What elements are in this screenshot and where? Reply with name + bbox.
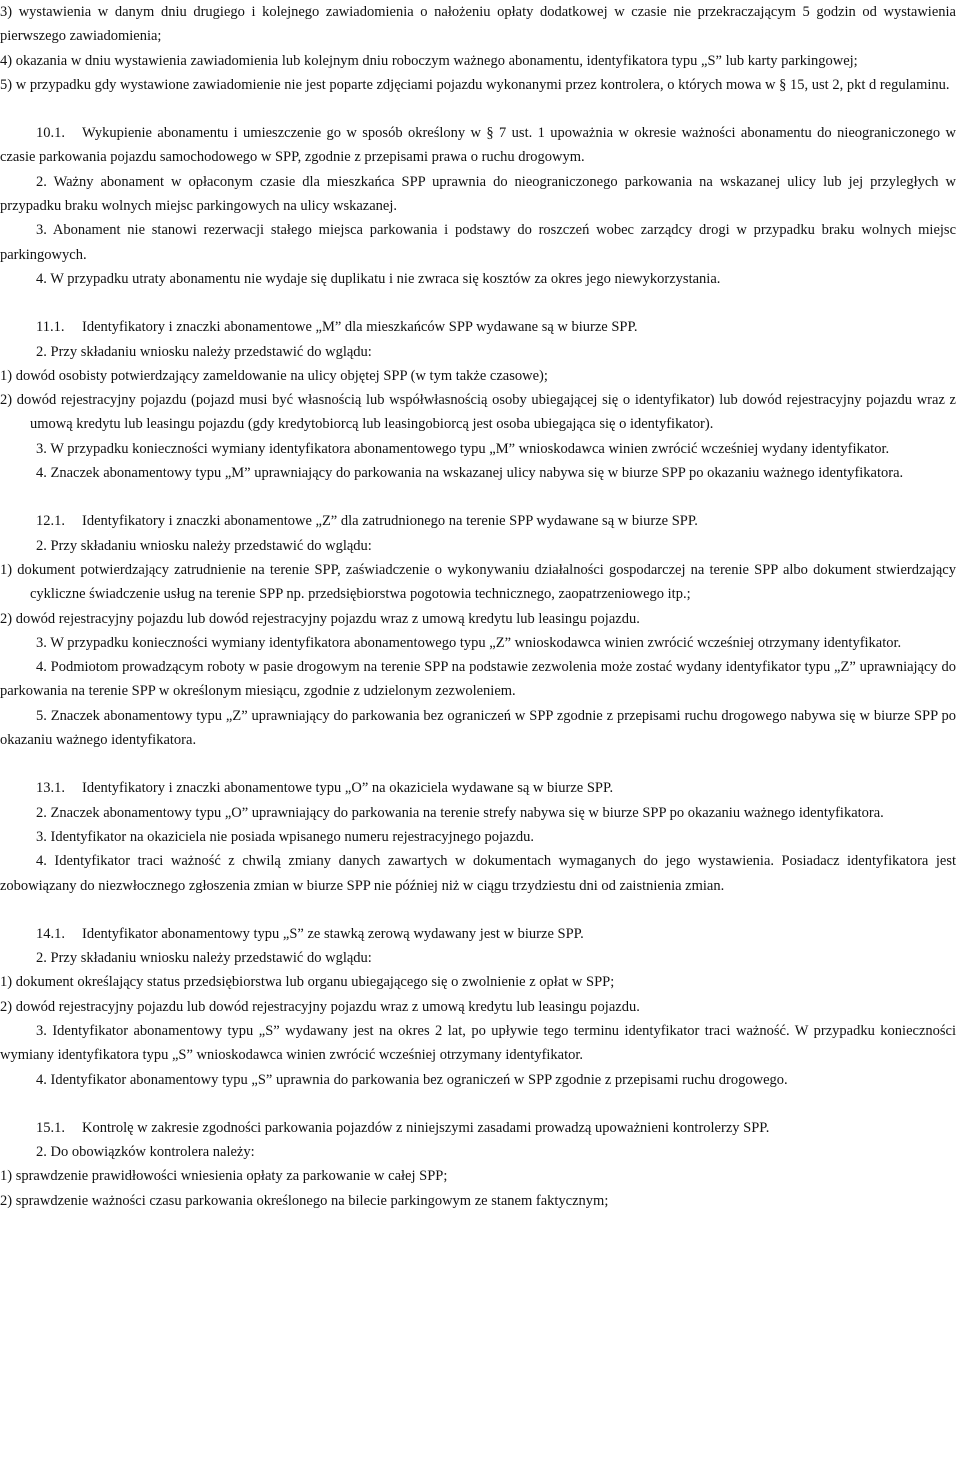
section-14-point-4: 4. Identyfikator abonamentowy typu „S” uprawnia do parkowania bez ograniczeń w SPP zgodnie z przepisami ruchu drogowego. — [36, 1071, 788, 1088]
section-13-point-2: 2. Znaczek abonamentowy typu „O” uprawniający do parkowania na terenie strefy nabywa się w biurze SPP po okazaniu ważnego identyfikatora. — [36, 804, 884, 821]
section-11-point-2: 2. Przy składaniu wniosku należy przedstawić do wglądu: — [36, 343, 372, 360]
section-14-heading: 14.1. Identyfikator abonamentowy typu „S” ze stawką zerową wydawany jest w biurze SPP. — [36, 925, 584, 942]
list-item-4: 4) okazania w dniu wystawienia zawiadomienia lub kolejnym dniu roboczym ważnego abonamentu, identyfikatora typu „S” lub karty parkingowej; — [0, 52, 858, 69]
section-14-item-2: 2) dowód rejestracyjny pojazdu lub dowód rejestracyjny pojazdu wraz z umową kredytu lub leasingu pojazdu. — [0, 998, 640, 1015]
section-12 — [0, 509, 956, 752]
section-13-point-4: 4. Identyfikator traci ważność z chwilą zmiany danych zawartych w dokumentach wymaganych do jego wystawienia. Posiadacz identyfikatora jest zobowiązany do niezwłocznego zgłoszenia zmian w biurze SPP nie później niż w ciągu trzydziestu dni od zaistnienia zmian. — [0, 853, 956, 894]
section-14-point-2: 2. Przy składaniu wniosku należy przedstawić do wglądu: — [36, 950, 372, 967]
section-13 — [0, 776, 956, 897]
section-13-heading: 13.1. Identyfikatory i znaczki abonamentowe typu „O” na okaziciela wydawane są w biurze SPP. — [36, 780, 614, 797]
section-15-item-1: 1) sprawdzenie prawidłowości wniesienia opłaty za parkowanie w całej SPP; — [0, 1168, 448, 1185]
section-15-item-2: 2) sprawdzenie ważności czasu parkowania określonego na bilecie parkingowym ze stanem faktycznym; — [0, 1192, 609, 1209]
section-11-heading: 11.1. Identyfikatory i znaczki abonamentowe „M” dla mieszkańców SPP wydawane są w biurze SPP. — [36, 319, 638, 336]
section-11-item-1: 1) dowód osobisty potwierdzający zameldowanie na ulicy objętej SPP (w tym także czasowe); — [0, 367, 548, 384]
list-item-3: 3) wystawienia w danym dniu drugiego i kolejnego zawiadomienia o nałożeniu opłaty dodatkowej w czasie nie przekraczającym 5 godzin od wystawienia pierwszego zawiadomienia; — [0, 4, 956, 45]
section-12-item-2: 2) dowód rejestracyjny pojazdu lub dowód rejestracyjny pojazdu wraz z umową kredytu lub leasingu pojazdu. — [0, 610, 640, 627]
section-11-point-3: 3. W przypadku konieczności wymiany identyfikatora abonamentowego typu „M” wnioskodawca winien zwrócić wcześniej wydany identyfikator. — [36, 440, 890, 457]
section-15 — [0, 1116, 956, 1213]
section-15-heading: 15.1. Kontrolę w zakresie zgodności parkowania pojazdów z niniejszymi zasadami prowadzą upoważnieni kontrolerzy SPP. — [36, 1119, 770, 1136]
section-12-heading: 12.1. Identyfikatory i znaczki abonamentowe „Z” dla zatrudnionego na terenie SPP wydawane są w biurze SPP. — [36, 513, 698, 530]
section-10-point-3: 3. Abonament nie stanowi rezerwacji stałego miejsca parkowania i podstawy do roszczeń wobec zarządcy drogi w przypadku braku wolnych miejsc parkingowych. — [0, 222, 956, 263]
section-12-point-2: 2. Przy składaniu wniosku należy przedstawić do wglądu: — [36, 537, 372, 554]
section-11-point-4: 4. Znaczek abonamentowy typu „M” uprawniający do parkowania na wskazanej ulicy nabywa się w biurze SPP po okazaniu ważnego identyfikatora. — [36, 465, 904, 482]
list-item-5: 5) w przypadku gdy wystawione zawiadomienie nie jest poparte zdjęciami pojazdu wykonanymi przez kontrolera, o których mowa w § 15, ust 2, pkt d regulaminu. — [0, 76, 950, 93]
section-15-point-2: 2. Do obowiązków kontrolera należy: — [36, 1144, 255, 1161]
section-12-point-5: 5. Znaczek abonamentowy typu „Z” uprawniający do parkowania bez ograniczeń w SPP zgodnie z przepisami ruchu drogowego nabywa się w biurze SPP po okazaniu ważnego identyfikatora. — [0, 707, 956, 749]
section-11 — [0, 315, 956, 485]
section-12-point-4: 4. Podmiotom prowadzącym roboty w pasie drogowym na terenie SPP na podstawie zezwolenia może zostać wydany identyfikator typu „Z” uprawniający do parkowania na terenie SPP w określonym miesiącu, zgodnie z udzielonym zezwoleniem. — [0, 659, 956, 700]
section-14-point-3: 3. Identyfikator abonamentowy typu „S” wydawany jest na okres 2 lat, po upływie tego terminu identyfikator traci ważność. W przypadku konieczności wymiany identyfikatora typu „S” wnioskodawca winien zwrócić wcześniej otrzymany identyfikator. — [0, 1022, 956, 1064]
top-list — [0, 0, 956, 97]
section-10-point-2: 2. Ważny abonament w opłaconym czasie dla mieszkańca SPP uprawnia do nieograniczonego parkowania na wskazanej ulicy lub jej przyległych w przypadku braku wolnych miejsc parkingowych na ulicy wskazanej. — [0, 173, 956, 215]
section-14 — [0, 922, 956, 1092]
section-10-heading: 10.1. Wykupienie abonamentu i umieszczenie go w sposób określony w § 7 ust. 1 upoważnia w okresie ważności abonamentu do nieograniczonego w czasie parkowania pojazdu samochodowego w SPP, zgodnie z przepisami prawa o ruchu drogowym. — [0, 125, 956, 166]
section-11-item-2: 2) dowód rejestracyjny pojazdu (pojazd musi być własnością lub współwłasnością osoby ubiegającej się o identyfikator) lub dowód rejestracyjny pojazdu wraz z umową kredytu lub leasingu pojazdu (gdy kredytobiorcą lub leasingobiorcą jest osoba ubiegająca się o identyfikator). — [0, 392, 956, 433]
section-12-item-1: 1) dokument potwierdzający zatrudnienie na terenie SPP, zaświadczenie o wykonywaniu działalności gospodarczej na terenie SPP albo dokument stwierdzający cykliczne świadczenie usług na terenie SPP np. przedsiębiorstwa pogotowia technicznego, zaopatrzeniowego itp.; — [0, 561, 956, 603]
section-10 — [0, 121, 956, 291]
section-12-point-3: 3. W przypadku konieczności wymiany identyfikatora abonamentowego typu „Z” wnioskodawca winien zwrócić wcześniej otrzymany identyfikator. — [36, 634, 902, 651]
section-14-item-1: 1) dokument określający status przedsiębiorstwa lub organu ubiegającego się o zwolnienie z opłat w SPP; — [0, 974, 615, 991]
section-10-point-4: 4. W przypadku utraty abonamentu nie wydaje się duplikatu i nie zwraca się kosztów za okres jego niewykorzystania. — [36, 270, 721, 287]
section-13-point-3: 3. Identyfikator na okaziciela nie posiada wpisanego numeru rejestracyjnego pojazdu. — [36, 828, 535, 845]
